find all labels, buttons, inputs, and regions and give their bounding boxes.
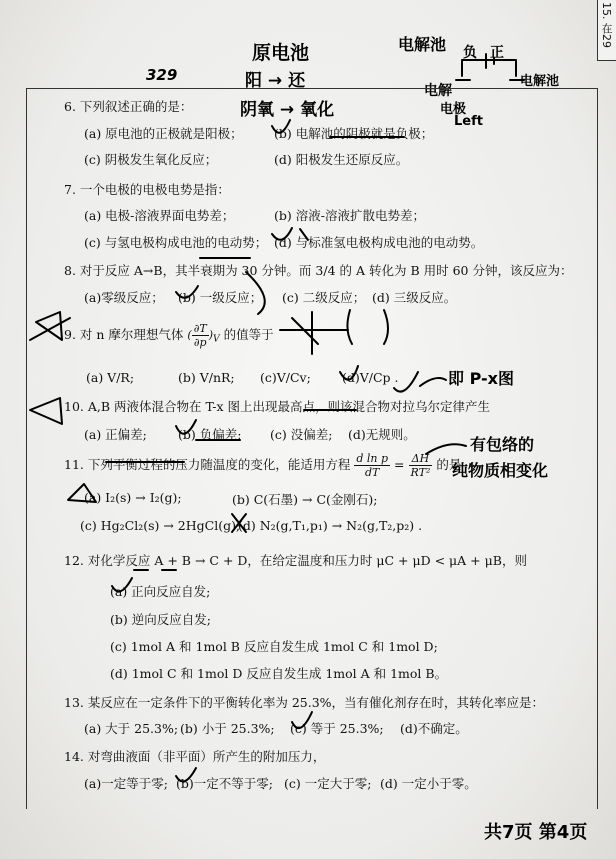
q10-option-c[interactable]: (c) 没偏差; — [270, 427, 333, 442]
handwritten-left-sub: Left — [454, 114, 483, 129]
q7-option-b[interactable]: (b) 溶液-溶液扩散电势差； — [274, 208, 425, 223]
handwritten-negative: 负 — [463, 45, 477, 61]
q13-option-a[interactable]: (a) 大于 25.3%; — [84, 721, 179, 736]
handwritten-electrolytic: 电解池 — [398, 35, 447, 54]
page-edge-text: 15. 在29 — [600, 2, 613, 48]
q14-option-b[interactable]: (b)一定不等于零; — [176, 776, 273, 791]
question-11-stem: 11. 下列平衡过程的压力随温度的变化，能适用方程 $\frac{\text{d ln p}}{dT}$ = $\frac{\Delta H}{\text{RT²}}$ 的是 — [64, 452, 462, 479]
q13-option-d[interactable]: (d)不确定。 — [400, 721, 468, 736]
q9-option-a[interactable]: (a) V/R; — [86, 370, 135, 385]
q12-option-a[interactable]: (a) 正向反应自发; — [110, 584, 211, 599]
q8-option-d[interactable]: (d) 三级反应。 — [372, 290, 457, 305]
question-13-stem: 13. 某反应在一定条件下的平衡转化率为 25.3%，当有催化剂存在时，其转化率应是： — [64, 695, 545, 710]
q11-option-b[interactable]: (b) C(石墨) → C(金刚石); — [232, 492, 378, 507]
handwritten-page-footer: 共7页 第4页 — [484, 822, 588, 843]
handwritten-cathode-note: 阴氧 → 氧化 — [240, 100, 335, 120]
question-8-stem: 8. 对于反应 A→B，其半衰期为 30 分钟。而 3/4 的 A 转化为 B 用时 60 分钟，该反应为： — [64, 263, 573, 278]
page-edge-tab — [597, 0, 616, 61]
question-7-stem: 7. 一个电极的电极电势是指： — [64, 182, 230, 197]
handwritten-left-label: 电解 — [424, 83, 452, 99]
handwritten-right-label: 电解池 — [520, 74, 560, 89]
question-9-stem: 9. 对 n 摩尔理想气体 ( $\frac{\partial T}{\partial p}$ )$_V$ 的值等于 — [64, 322, 274, 349]
q6-option-a[interactable]: (a) 原电池的正极就是阳极； — [84, 126, 243, 141]
handwritten-q9-note: 即 P-x图 — [448, 369, 514, 388]
handwritten-positive: 正 — [490, 45, 504, 61]
q14-option-d[interactable]: (d) 一定小于零。 — [380, 776, 477, 791]
question-12-stem: 12. 对化学反应 A + B → C + D，在给定温度和压力时 μC + μD < μA + μB，则 — [64, 553, 527, 568]
q9-option-b[interactable]: (b) V/nR; — [178, 370, 235, 385]
q11-option-c[interactable]: (c) Hg₂Cl₂(s) → 2HgCl(g); — [80, 518, 241, 533]
q7-option-d[interactable]: (d) 与标准氢电极构成电池的电动势。 — [274, 235, 484, 250]
cell-sketch-wire — [462, 60, 516, 76]
q13-option-b[interactable]: (b) 小于 25.3%; — [180, 721, 275, 736]
question-10-stem: 10. A,B 两液体混合物在 T-x 图上出现最高点，则该混合物对拉乌尔定律产生 — [64, 399, 490, 414]
q10-option-a[interactable]: (a) 正偏差; — [84, 427, 147, 442]
q9-option-d[interactable]: (d)V/Cp . — [342, 370, 399, 385]
question-14-stem: 14. 对弯曲液面（非平面）所产生的附加压力， — [64, 749, 326, 764]
q11-option-d[interactable]: (d) N₂(g,T₁,p₁) → N₂(g,T₂,p₂) . — [238, 518, 423, 533]
q12-option-b[interactable]: (b) 逆向反应自发; — [110, 612, 211, 627]
handwritten-galvanic: 原电池 — [252, 42, 310, 64]
q6-option-c[interactable]: (c) 阴极发生氧化反应； — [84, 152, 218, 167]
question-6-stem: 6. 下列叙述正确的是： — [64, 99, 193, 114]
q12-option-c[interactable]: (c) 1mol A 和 1mol B 反应自发生成 1mol C 和 1mol D; — [110, 639, 438, 654]
q11-fraction-right: $\frac{\Delta H}{\text{RT²}}$ — [410, 452, 431, 479]
q10-option-b[interactable]: (b) 负偏差; — [178, 427, 242, 442]
q13-option-c[interactable]: (c) 等于 25.3%; — [290, 721, 384, 736]
handwritten-q11-note-1: 有包络的 — [470, 435, 535, 454]
handwritten-anode-note: 阳 → 还 — [245, 71, 306, 91]
q11-fraction-left: $\frac{\text{d ln p}}{dT}$ — [356, 452, 389, 479]
q12-option-d[interactable]: (d) 1mol C 和 1mol D 反应自发生成 1mol A 和 1mol B。 — [110, 666, 448, 681]
q14-option-a[interactable]: (a)一定等于零; — [84, 776, 168, 791]
q6-option-b[interactable]: (b) 电解池的阴极就是负极； — [274, 126, 434, 141]
q9-option-c[interactable]: (c)V/Cv; — [260, 370, 311, 385]
q8-option-c[interactable]: (c) 二级反应； — [282, 290, 366, 305]
q8-option-a[interactable]: (a)零级反应； — [84, 290, 164, 305]
q7-option-a[interactable]: (a) 电极-溶液界面电势差； — [84, 208, 235, 223]
q8-option-b[interactable]: (b) 一级反应； — [178, 290, 263, 305]
handwritten-score: 329 — [146, 66, 178, 84]
q9-partial-fraction: ( $\frac{\partial T}{\partial p}$ )$_V$ — [187, 322, 220, 349]
q11-option-a[interactable]: (a) I₂(s) → I₂(g); — [84, 490, 182, 505]
handwritten-left-label2: 电极 — [440, 102, 467, 117]
handwritten-q11-note-2: 纯物质相变化 — [452, 461, 549, 480]
q14-option-c[interactable]: (c) 一定大于零; — [284, 776, 372, 791]
q6-option-d[interactable]: (d) 阳极发生还原反应。 — [274, 152, 409, 167]
q7-option-c[interactable]: (c) 与氢电极构成电池的电动势； — [84, 235, 268, 250]
q10-option-d[interactable]: (d)无规则。 — [348, 427, 416, 442]
